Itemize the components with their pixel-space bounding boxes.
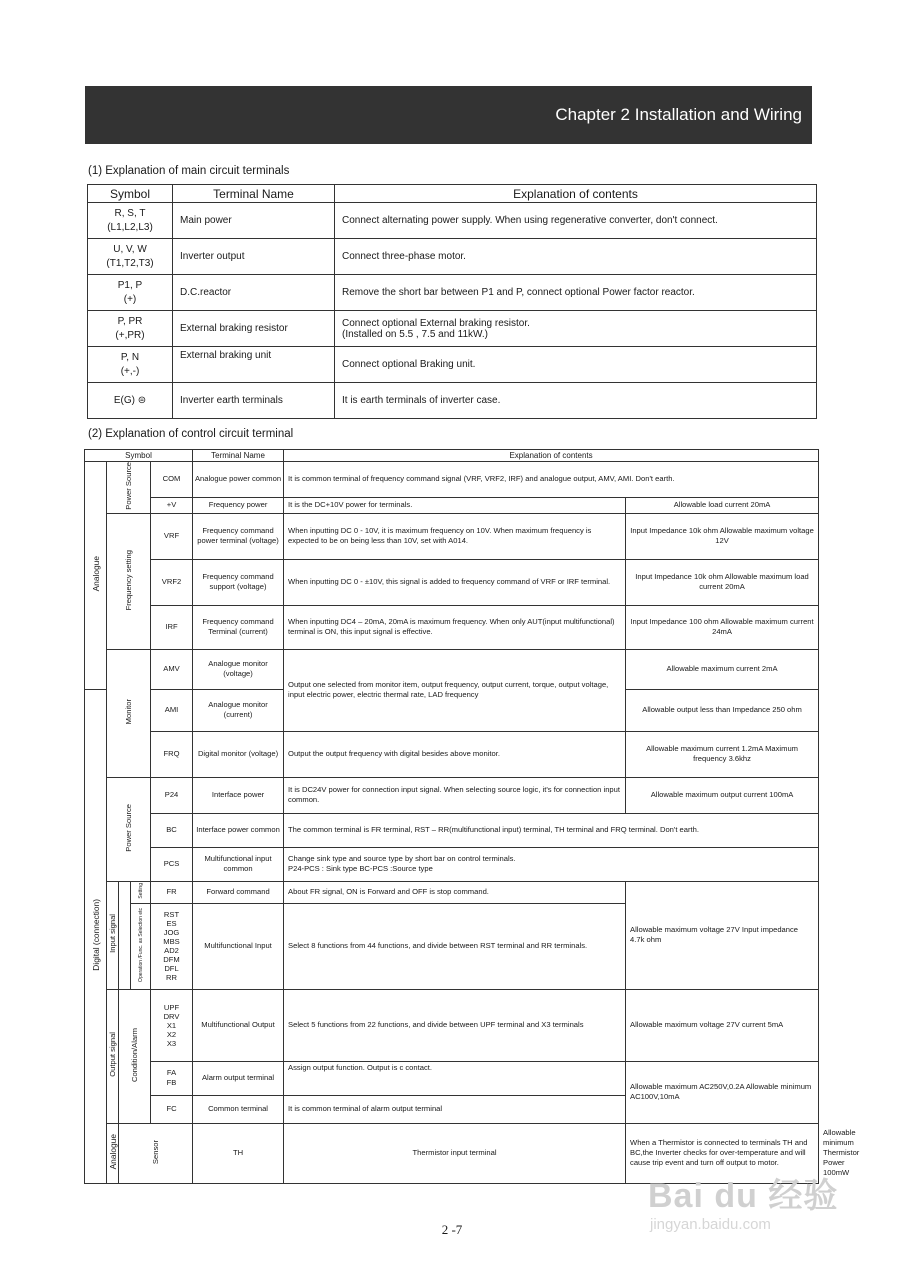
- terminal-name: Analogue power common: [193, 462, 284, 498]
- group-label: Setting: [137, 882, 144, 899]
- terminal-symbol: DFM: [163, 955, 180, 965]
- main-circuit-table: [87, 184, 817, 419]
- remark-cell: Input Impedance 100 ohm Allowable maximum current 24mA: [626, 605, 819, 649]
- group-setting: [131, 881, 151, 903]
- terminal-symbol: TH: [193, 1123, 284, 1183]
- symbol-cell: [88, 347, 173, 383]
- explanation-cell: When inputting DC 0 - 10V, it is maximum frequency on 10V. When maximum frequency is expected to be on being less than 10V, set with A014.: [284, 513, 626, 559]
- table-row: [85, 649, 819, 689]
- group-label: Operation /Func. as Selection etc: [137, 907, 144, 982]
- terminal-name: Thermistor input terminal: [284, 1123, 626, 1183]
- symbol-line: P, PR: [117, 315, 143, 327]
- explanation-line: (Installed on 5.5 , 7.5 and 11kW.): [342, 328, 489, 340]
- terminal-symbol: RST: [163, 910, 180, 920]
- symbol-cell: [88, 203, 173, 239]
- symbol-line: P, N: [120, 351, 140, 363]
- terminal-name: Multifunctional Input: [193, 903, 284, 989]
- table-row: [85, 1061, 819, 1095]
- terminal-symbol-list: [151, 903, 193, 989]
- terminal-name-cell: Inverter earth terminals: [173, 383, 335, 419]
- terminal-name: Interface power: [193, 777, 284, 813]
- terminal-name: Frequency power: [193, 497, 284, 513]
- table-row: [88, 203, 817, 239]
- terminal-symbol: +V: [151, 497, 193, 513]
- remark-cell: Allowable maximum AC250V,0.2A Allowable minimum AC100V,10mA: [626, 1061, 819, 1123]
- group-power-source-2: [107, 777, 151, 881]
- group-label: Digital (connection): [90, 898, 101, 971]
- symbol-line: (+,PR): [115, 329, 145, 341]
- terminal-symbol: RR: [166, 973, 177, 983]
- group-label: Analogue: [90, 556, 101, 592]
- table-row: [85, 497, 819, 513]
- symbol-line: (+,-): [120, 365, 140, 377]
- terminal-symbol: VRF2: [151, 559, 193, 605]
- terminal-name: Analogue monitor (voltage): [193, 649, 284, 689]
- terminal-name: Forward command: [193, 881, 284, 903]
- group-monitor: [107, 649, 151, 777]
- symbol-cell: [88, 311, 173, 347]
- remark-cell: Allowable maximum current 1.2mA Maximum frequency 3.6khz: [626, 731, 819, 777]
- table-row: [88, 311, 817, 347]
- chapter-title: Chapter 2 Installation and Wiring: [555, 105, 802, 124]
- explanation-cell: It is common terminal of frequency command signal (VRF, VRF2, IRF) and analogue output, AMV, AMI. Don't earth.: [284, 462, 819, 498]
- remark-cell: Allowable load current 20mA: [626, 497, 819, 513]
- explanation-cell: It is DC24V power for connection input signal. When selecting source logic, it's for connection input common.: [284, 777, 626, 813]
- terminal-symbol: AMV: [151, 649, 193, 689]
- table-row: [85, 813, 819, 847]
- terminal-symbol: FR: [151, 881, 193, 903]
- group-label: Sensor: [150, 1139, 160, 1164]
- terminal-symbol-list: [151, 989, 193, 1061]
- terminal-symbol: BC: [151, 813, 193, 847]
- table-row: [85, 605, 819, 649]
- group-label: Power Source: [123, 803, 133, 852]
- main-table-header: [88, 185, 817, 203]
- header-terminal-name: Terminal Name: [173, 185, 335, 203]
- table-row: [85, 731, 819, 777]
- group-label: Output signal: [107, 1032, 117, 1078]
- symbol-line: P1, P: [117, 279, 143, 291]
- explanation-cell: Connect alternating power supply. When using regenerative converter, don't connect.: [335, 203, 817, 239]
- terminal-name: Frequency command Terminal (current): [193, 605, 284, 649]
- terminal-name: Alarm output terminal: [193, 1061, 284, 1095]
- symbol-cell: E(G) ⊜: [88, 383, 173, 419]
- terminal-symbol: AMI: [151, 689, 193, 731]
- remark-cell: Allowable maximum voltage 27V Input impedance 4.7k ohm: [626, 881, 819, 989]
- terminal-symbol: X1: [166, 1020, 177, 1030]
- explanation-cell: It is earth terminals of inverter case.: [335, 383, 817, 419]
- explanation-cell: [335, 311, 817, 347]
- terminal-name-cell: Main power: [173, 203, 335, 239]
- terminal-name: Multifunctional Output: [193, 989, 284, 1061]
- group-power-source: [107, 462, 151, 514]
- terminal-symbol: DRV: [163, 1011, 180, 1021]
- group-condition-alarm: [119, 989, 151, 1123]
- remark-cell: Allowable maximum current 2mA: [626, 649, 819, 689]
- group-label: Input signal: [107, 914, 117, 954]
- terminal-symbol: PCS: [151, 847, 193, 881]
- remark-cell: Allowable output less than Impedance 250 ohm: [626, 689, 819, 731]
- group-sensor: [119, 1123, 193, 1183]
- explanation-cell: [284, 847, 819, 881]
- explanation-cell: It is the DC+10V power for terminals.: [284, 497, 626, 513]
- table-row: [85, 513, 819, 559]
- remark-cell: Input Impedance 10k ohm Allowable maximum load current 20mA: [626, 559, 819, 605]
- remark-cell: Allowable maximum output current 100mA: [626, 777, 819, 813]
- terminal-name: Digital monitor (voltage): [193, 731, 284, 777]
- group-output-signal: [107, 989, 119, 1123]
- terminal-name: Analogue monitor (current): [193, 689, 284, 731]
- table-row: [85, 989, 819, 1061]
- explanation-cell: Select 5 functions from 22 functions, and divide between UPF terminal and X3 terminals: [284, 989, 626, 1061]
- group-frequency-setting: [107, 513, 151, 649]
- section-1-title: (1) Explanation of main circuit terminals: [88, 165, 290, 177]
- explanation-cell: Select 8 functions from 44 functions, and divide between RST terminal and RR terminals.: [284, 903, 626, 989]
- group-label: Frequency setting: [123, 549, 133, 610]
- table-row: Analogue Sensor TH Thermistor input terminal When a Thermistor is connected to terminals TH and BC,the Inverter checks for over-temperature and will cause trip event and turn off output to motor. Allowable minimum Thermistor Power 100mW: [85, 1123, 819, 1183]
- page-number: 2 -7: [441, 1222, 463, 1237]
- explanation-line: P24-PCS : Sink type BC-PCS :Source type: [288, 864, 433, 874]
- section-2-title: (2) Explanation of control circuit terminal: [88, 428, 294, 440]
- explanation-cell: Output the output frequency with digital besides above monitor.: [284, 731, 626, 777]
- group-input-blank: [119, 881, 131, 989]
- explanation-cell: It is common terminal of alarm output terminal: [284, 1095, 626, 1123]
- terminal-name: Frequency command support (voltage): [193, 559, 284, 605]
- terminal-symbol: FB: [166, 1078, 177, 1088]
- remark-cell: Allowable maximum voltage 27V current 5mA: [626, 989, 819, 1061]
- terminal-symbol: FRQ: [151, 731, 193, 777]
- terminal-name: Common terminal: [193, 1095, 284, 1123]
- symbol-line: R, S, T: [114, 207, 146, 219]
- watermark-logo: Bai du 经验: [648, 1177, 839, 1215]
- terminal-symbol: VRF: [151, 513, 193, 559]
- explanation-line: Change sink type and source type by short bar on control terminals.: [288, 854, 516, 864]
- terminal-symbol: COM: [151, 462, 193, 498]
- header-explanation: Explanation of contents: [284, 450, 819, 462]
- table-row: [88, 383, 817, 419]
- control-circuit-table: [84, 449, 860, 1184]
- table-row: [85, 462, 819, 498]
- terminal-symbol: FA: [166, 1068, 177, 1078]
- table-row: [88, 275, 817, 311]
- terminal-symbol: X2: [166, 1029, 177, 1039]
- terminal-symbol: JOG: [163, 928, 180, 938]
- symbol-cell: [88, 275, 173, 311]
- terminal-symbol: UPF: [163, 1002, 180, 1012]
- remark-cell: Input Impedance 10k ohm Allowable maximum voltage 12V: [626, 513, 819, 559]
- group-label: Condition/Alarm: [129, 1027, 139, 1082]
- terminal-symbol-list: [151, 1061, 193, 1095]
- symbol-line: (L1,L2,L3): [107, 221, 153, 233]
- symbol-cell: [88, 239, 173, 275]
- terminal-symbol: P24: [151, 777, 193, 813]
- header-symbol: Symbol: [85, 450, 193, 462]
- symbol-line: (T1,T2,T3): [106, 257, 154, 269]
- chapter-header-bar: [85, 86, 812, 144]
- group-analogue-2: [107, 1123, 119, 1183]
- explanation-line: Connect optional External braking resistor.: [342, 317, 530, 329]
- explanation-cell: Assign output function. Output is c contact.: [284, 1061, 626, 1095]
- explanation-cell: When inputting DC 0 - ±10V, this signal is added to frequency command of VRF or IRF terminal.: [284, 559, 626, 605]
- terminal-name-cell: Inverter output: [173, 239, 335, 275]
- watermark-url: jingyan.baidu.com: [650, 1216, 771, 1233]
- group-label: Analogue: [107, 1134, 118, 1170]
- terminal-symbol: AD2: [164, 946, 179, 956]
- group-digital: [85, 689, 107, 1183]
- table-row: [85, 777, 819, 813]
- table-row: [85, 881, 819, 903]
- terminal-name: Multifunctional input common: [193, 847, 284, 881]
- explanation-cell: Remove the short bar between P1 and P, connect optional Power factor reactor.: [335, 275, 817, 311]
- explanation-cell: The common terminal is FR terminal, RST – RR(multifunctional input) terminal, TH terminal and FRQ terminal. Don't earth.: [284, 813, 819, 847]
- terminal-symbol: IRF: [151, 605, 193, 649]
- terminal-symbol: DFL: [164, 964, 179, 974]
- terminal-symbol: X3: [166, 1038, 177, 1048]
- header-explanation: Explanation of contents: [335, 185, 817, 203]
- table-row: [85, 559, 819, 605]
- control-table-header: [85, 450, 819, 462]
- table-row: [88, 239, 817, 275]
- explanation-cell: When inputting DC4 – 20mA, 20mA is maximum frequency. When only AUT(input multifunctional) terminal is ON, this input signal is effective.: [284, 605, 626, 649]
- group-label: Monitor: [123, 699, 133, 725]
- group-label: Power Source: [123, 462, 133, 510]
- explanation-cell: Connect optional Braking unit.: [335, 347, 817, 383]
- terminal-name: Interface power common: [193, 813, 284, 847]
- terminal-symbol: ES: [166, 919, 177, 929]
- terminal-name-cell: D.C.reactor: [173, 275, 335, 311]
- symbol-line: U, V, W: [113, 243, 147, 255]
- terminal-name: Frequency command power terminal (voltage): [193, 513, 284, 559]
- explanation-cell: Output one selected from monitor item, output frequency, output current, torque, output voltage, input electric power, electric thermal rate, LAD frequency: [284, 649, 626, 731]
- group-operation: [131, 903, 151, 989]
- explanation-cell: Connect three-phase motor.: [335, 239, 817, 275]
- terminal-name-cell: External braking resistor: [173, 311, 335, 347]
- header-symbol: Symbol: [88, 185, 173, 203]
- terminal-symbol: FC: [151, 1095, 193, 1123]
- explanation-cell: When a Thermistor is connected to terminals TH and BC,the Inverter checks for over-temperature and will cause trip event and turn off output to motor.: [626, 1123, 819, 1183]
- group-input-signal: [107, 881, 119, 989]
- header-terminal-name: Terminal Name: [193, 450, 284, 462]
- table-row: [85, 847, 819, 881]
- group-analogue: [85, 462, 107, 690]
- table-row: [88, 347, 817, 383]
- explanation-cell: About FR signal, ON is Forward and OFF is stop command.: [284, 881, 626, 903]
- symbol-line: (+): [123, 293, 137, 305]
- terminal-name-cell: External braking unit: [173, 347, 335, 383]
- terminal-symbol: MBS: [163, 937, 180, 947]
